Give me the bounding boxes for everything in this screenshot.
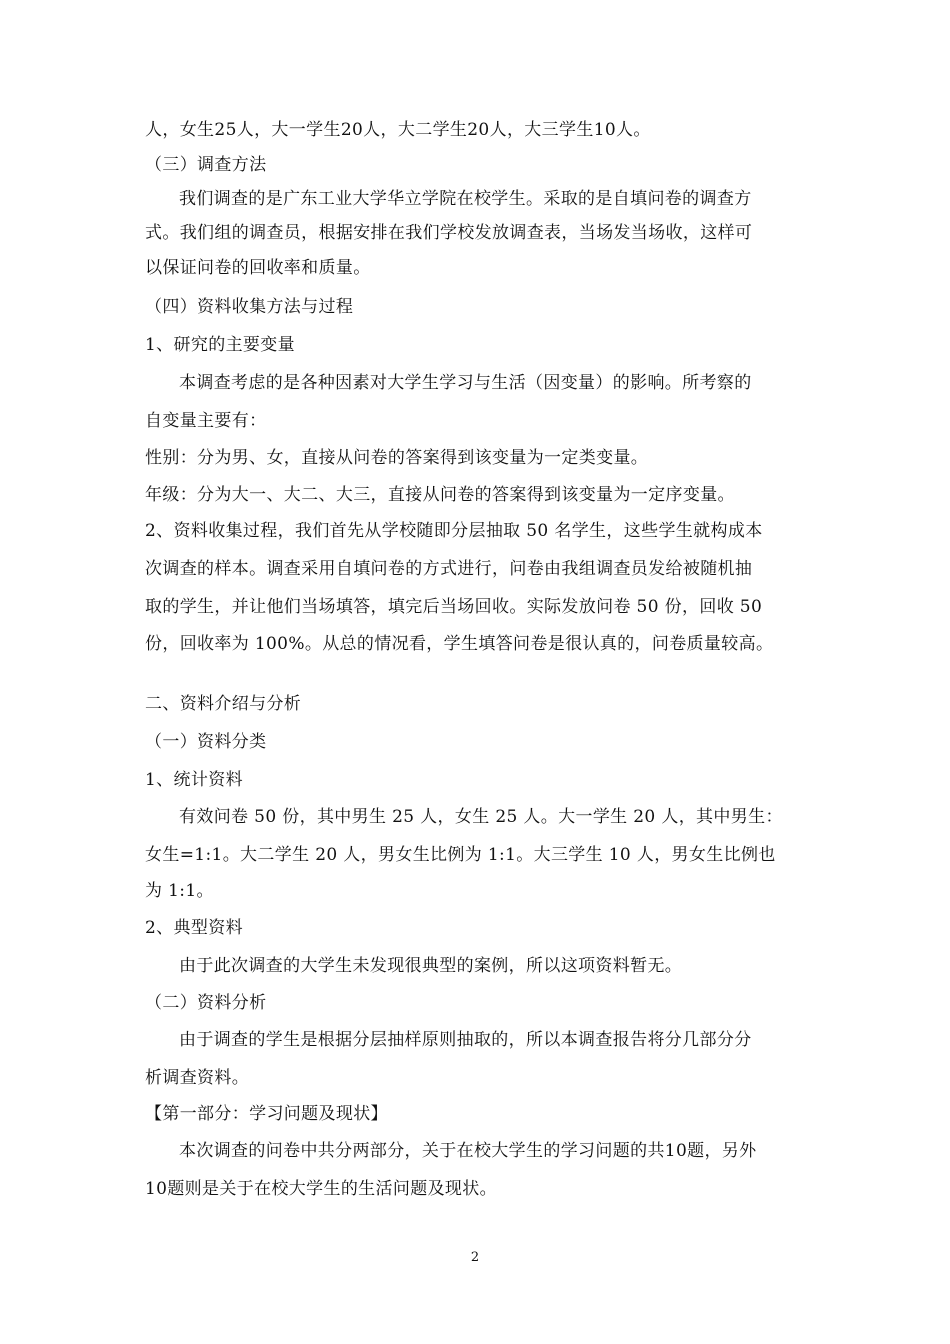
text-line: 我们调查的是广东工业大学华立学院在校学生。采取的是自填问卷的调查方 [179, 189, 752, 209]
text-line: 份，回收率为 100%。从总的情况看，学生填答问卷是很认真的，问卷质量较高。 [145, 634, 774, 654]
chapter-heading: 二、资料介绍与分析 [145, 694, 302, 714]
text-line: 女生=1:1。大二学生 20 人，男女生比例为 1:1。大三学生 10 人，男女生比例也 [145, 845, 776, 865]
text-line: 人，女生25人，大一学生20人，大二学生20人，大三学生10人。 [145, 120, 651, 140]
text-line: 次调查的样本。调查采用自填问卷的方式进行，问卷由我组调查员发给被随机抽 [145, 559, 753, 579]
text-line: 10题则是关于在校大学生的生活问题及现状。 [145, 1179, 497, 1199]
section-heading: （四）资料收集方法与过程 [145, 297, 354, 317]
text-line: 以保证问卷的回收率和质量。 [145, 258, 371, 278]
subsection-heading: 1、统计资料 [145, 770, 243, 790]
text-line: 自变量主要有： [145, 411, 267, 431]
subsection-heading: 1、研究的主要变量 [145, 335, 295, 355]
text-line: 式。我们组的调查员，根据安排在我们学校发放调查表，当场发当场收，这样可 [145, 223, 753, 243]
text-line: 由于调查的学生是根据分层抽样原则抽取的，所以本调查报告将分几部分分 [179, 1030, 752, 1050]
section-heading: （三）调查方法 [145, 155, 267, 175]
text-line: 年级：分为大一、大二、大三，直接从问卷的答案得到该变量为一定序变量。 [145, 485, 735, 505]
text-line: 有效问卷 50 份，其中男生 25 人，女生 25 人。大一学生 20 人，其中男生： [179, 807, 783, 827]
text-line: 本次调查的问卷中共分两部分，关于在校大学生的学习问题的共10题，另外 [179, 1141, 757, 1161]
text-line: 由于此次调查的大学生未发现很典型的案例，所以这项资料暂无。 [179, 956, 683, 976]
text-line: 本调查考虑的是各种因素对大学生学习与生活（因变量）的影响。所考察的 [179, 373, 752, 393]
text-line: 性别：分为男、女，直接从问卷的答案得到该变量为一定类变量。 [145, 448, 649, 468]
section-heading: （一）资料分类 [145, 732, 267, 752]
text-line: 析调查资料。 [145, 1068, 250, 1088]
text-line: 为 1:1。 [145, 881, 214, 901]
section-heading: （二）资料分析 [145, 993, 267, 1013]
part-heading: 【第一部分：学习问题及现状】 [145, 1104, 388, 1124]
subsection-heading: 2、典型资料 [145, 918, 243, 938]
page-number: 2 [470, 1250, 480, 1265]
text-line: 取的学生，并让他们当场填答，填完后当场回收。实际发放问卷 50 份，回收 50 [145, 597, 763, 617]
text-line: 2、资料收集过程，我们首先从学校随即分层抽取 50 名学生，这些学生就构成本 [145, 521, 763, 541]
